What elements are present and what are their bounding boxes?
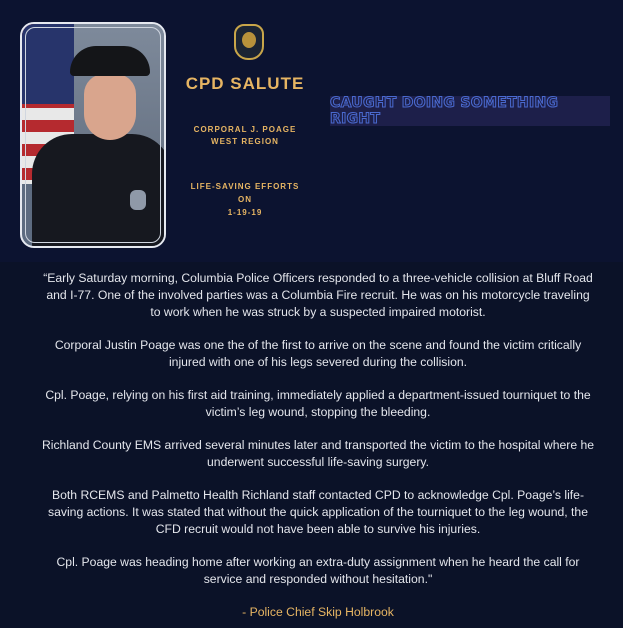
quote-body bbox=[40, 270, 596, 621]
event-date: 1-19-19 bbox=[227, 208, 263, 217]
officer-photo bbox=[20, 22, 166, 248]
header-section bbox=[0, 0, 623, 262]
quote-paragraph: Both RCEMS and Palmetto Health Richland staff contacted CPD to acknowledge Cpl. Poage’s life-saving actions. It was stated that without the quick application of the tourniquet to the leg wound, the CFD recruit would not have been able to survive his injuries. bbox=[48, 488, 588, 536]
quote-paragraph: Richland County EMS arrived several minutes later and transported the victim to the hospital where he underwent successful life-saving surgery. bbox=[41, 438, 595, 469]
rank-line: CORPORAL J. POAGE bbox=[193, 125, 297, 134]
quote-paragraph: Cpl. Poage, relying on his first aid training, immediately applied a department-issued tourniquet to the victim’s leg wound, stopping the bleeding. bbox=[45, 388, 591, 419]
quote-paragraph: Corporal Justin Poage was one the of the first to arrive on the scene and found the victim critically injured with one of his legs severed during the collision. bbox=[54, 338, 582, 369]
quote-paragraph: Cpl. Poage was heading home after working an extra-duty assignment when he heard the call for service and responded without hesitation." bbox=[56, 555, 580, 586]
police-seal-icon bbox=[234, 24, 264, 60]
quote-attribution: - Police Chief Skip Holbrook bbox=[242, 605, 394, 619]
event-line: LIFE-SAVING EFFORTS bbox=[190, 182, 300, 191]
event-on: ON bbox=[238, 195, 252, 204]
event-info bbox=[170, 180, 320, 219]
quote-paragraph: “Early Saturday morning, Columbia Police Officers responded to a three-vehicle collision at Bluff Road and I-77. One of the involved parties was a Columbia Fire recruit. He was on his motorcycle traveling to work when he was struck by a suspected impaired motorist. bbox=[43, 271, 593, 319]
page-title: CPD SALUTE bbox=[185, 74, 305, 93]
banner-text: CAUGHT DOING SOMETHING RIGHT bbox=[330, 95, 559, 127]
caught-doing-right-banner bbox=[330, 96, 610, 126]
officer-info bbox=[170, 124, 320, 148]
region-line: WEST REGION bbox=[211, 137, 279, 146]
